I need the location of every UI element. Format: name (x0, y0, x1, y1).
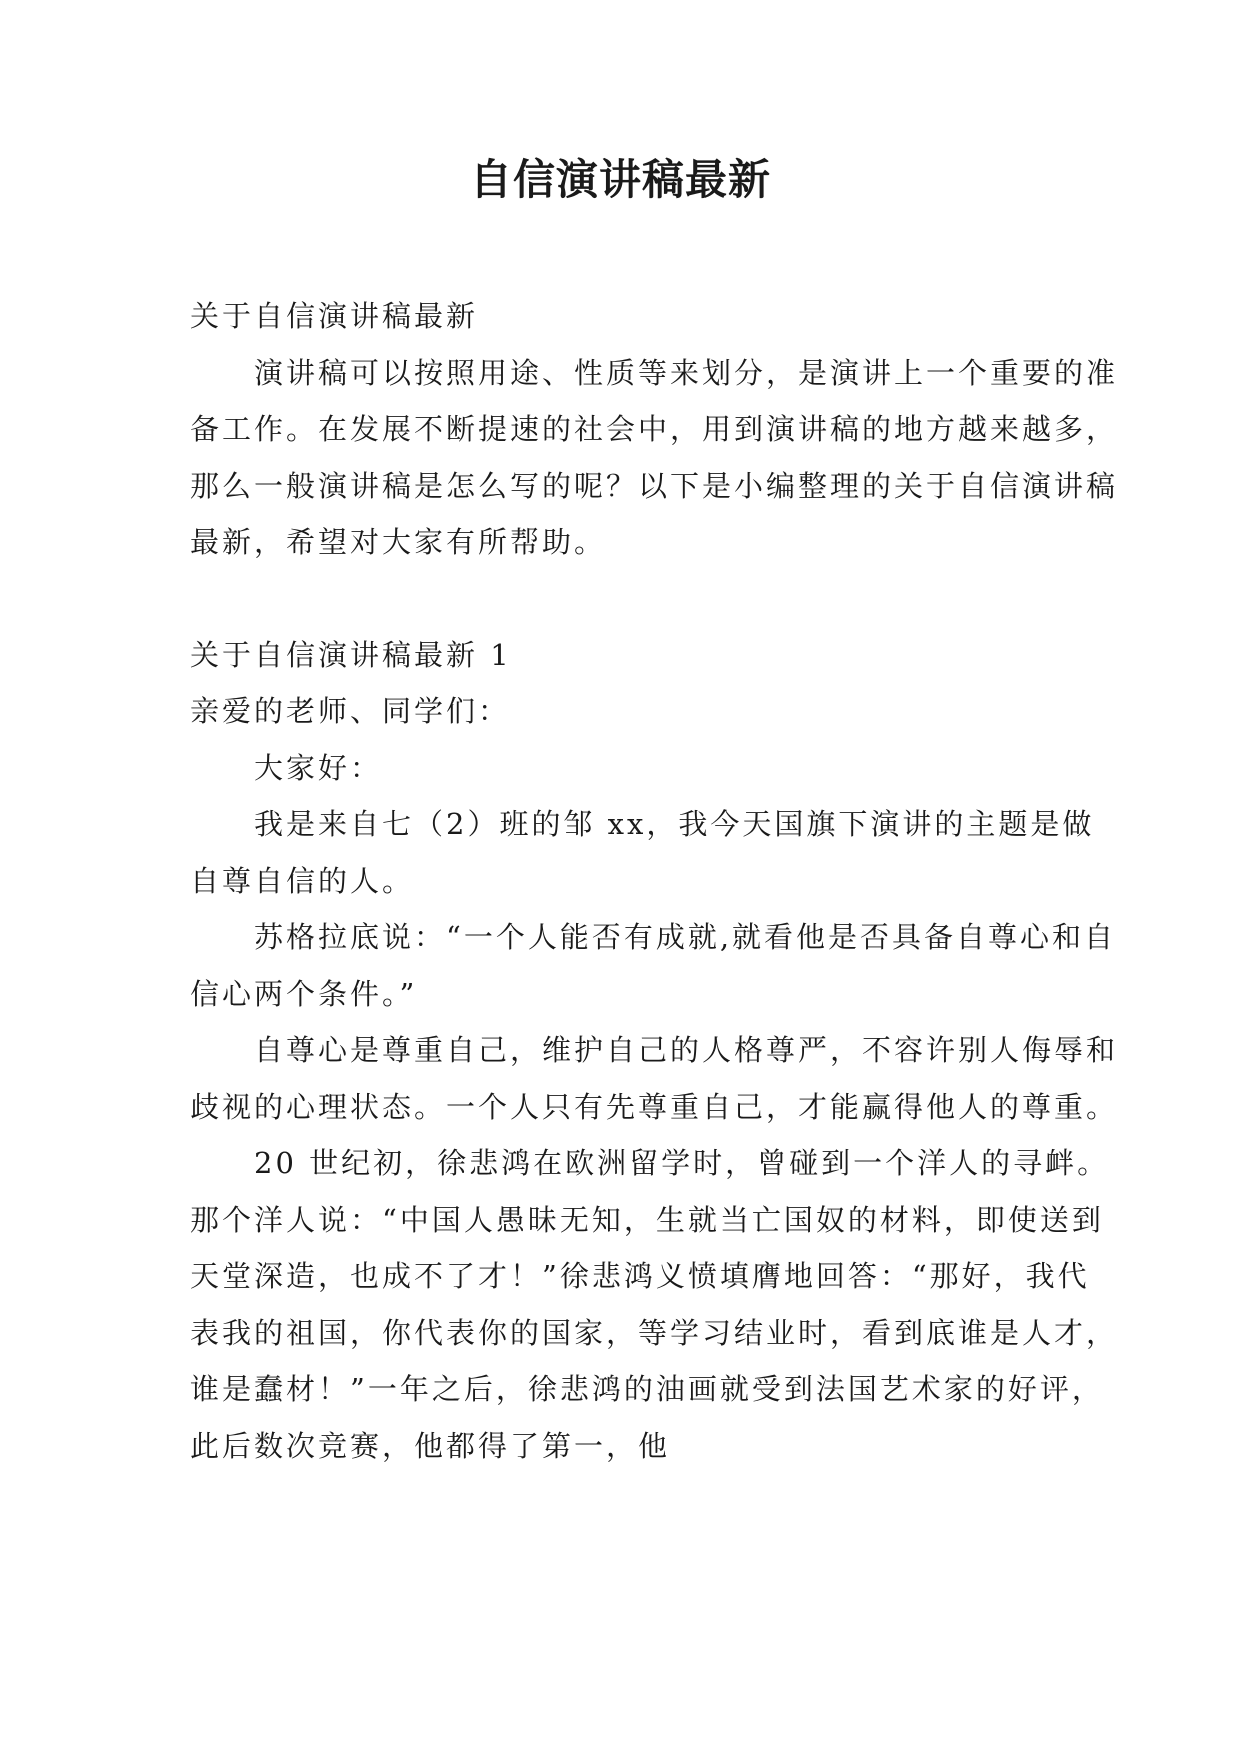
section-heading: 关于自信演讲稿最新 1 (190, 637, 512, 672)
salutation: 亲爱的老师、同学们： (190, 694, 511, 728)
document-body (190, 288, 1120, 1474)
body-paragraph: 自尊心是尊重自己，维护自己的人格尊严，不容许别人侮辱和歧视的心理状态。一个人只有先尊重自己，才能赢得他人的尊重。 (190, 1033, 1119, 1124)
body-paragraph: 20 世纪初，徐悲鸿在欧洲留学时，曾碰到一个洋人的寻衅。那个洋人说：“中国人愚昧无知，生就当亡国奴的材料，即使送到天堂深造，也成不了才！”徐悲鸿义愤填膺地回答：“那好，我代表我的祖国，你代表你的国家，等学习结业时，看到底谁是人才，谁是蠢材！”一年之后，徐悲鸿的油画就受到法国艺术家的好评，此后数次竞赛，他都得了第一，他 (190, 1146, 1119, 1463)
intro-paragraph: 演讲稿可以按照用途、性质等来划分，是演讲上一个重要的准备工作。在发展不断提速的社会中，用到演讲稿的地方越来越多，那么一般演讲稿是怎么写的呢？以下是小编整理的关于自信演讲稿最新，希望对大家有所帮助。 (190, 355, 1119, 559)
spacer (190, 571, 1120, 627)
body-paragraph: 苏格拉底说：“一个人能否有成就,就看他是否具备自尊心和自信心两个条件。” (190, 920, 1117, 1011)
body-paragraph: 我是来自七（2）班的邹 xx，我今天国旗下演讲的主题是做自尊自信的人。 (190, 807, 1095, 898)
document-title: 自信演讲稿最新 (469, 155, 771, 204)
document-subtitle: 关于自信演讲稿最新 (190, 299, 479, 333)
greeting: 大家好： (254, 750, 383, 785)
